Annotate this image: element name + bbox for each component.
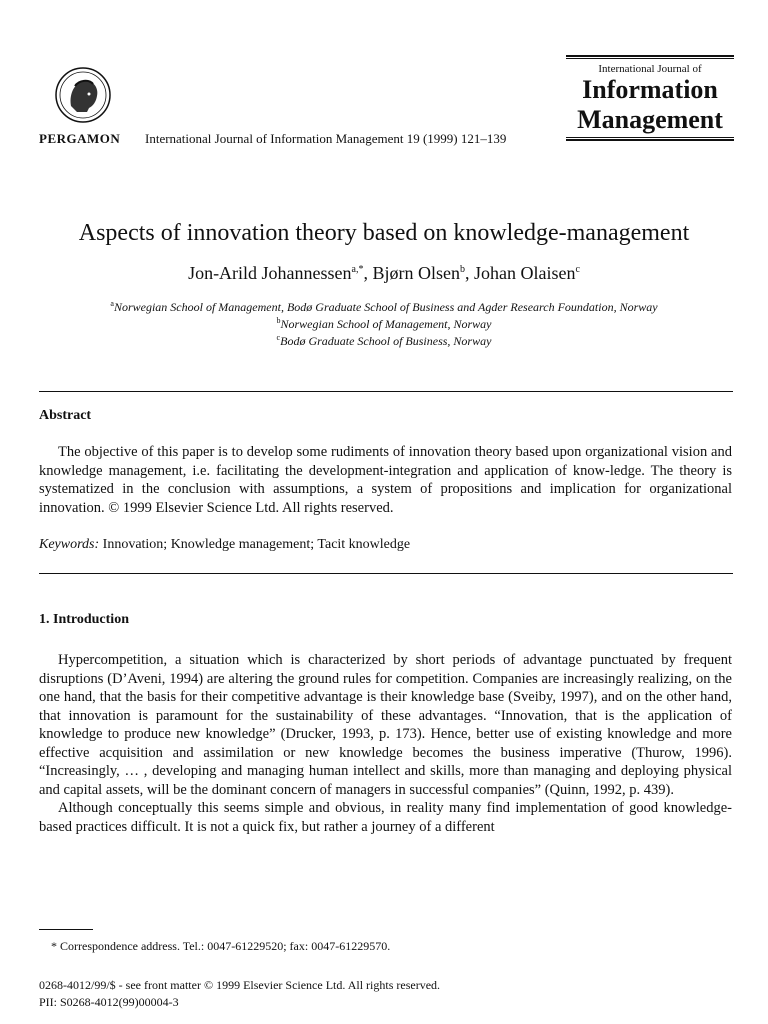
journal-title-small: International Journal of: [598, 63, 702, 75]
affiliation: $^a$Norwegian School of Management, Bodø Graduate School of Business and Agder Research Foundation, Norway: [110, 299, 658, 314]
journal-title-block: [566, 55, 734, 141]
divider: [39, 391, 733, 392]
keywords-list: Innovation; Knowledge management; Tacit knowledge: [102, 537, 411, 552]
divider: [39, 573, 733, 574]
section-heading: 1. Introduction: [39, 612, 129, 627]
publisher-logo-emblem: [53, 66, 113, 124]
copyright-line: 0268-4012/99/$ - see front matter © 1999 Elsevier Science Ltd. All rights reserved.: [39, 978, 441, 992]
affiliation: $^c$Bodø Graduate School of Business, Norway: [276, 333, 492, 348]
body-paragraph: Hypercompetition, a situation which is characterized by short periods of advantage punctuated by frequent disruptions (D’Aveni, 1994) are altering the ground rules for competition. Companies are increasingly realizing, on the one hand, that the basis for their competitive advantage is their knowledge base (Sveiby, 1997), and on the other hand, that innovation is paramount for the sustainability of these advantages. “Innovation, that is the application of knowledge to produce new knowledge” (Drucker, 1993, p. 173). Hence, better use of existing knowledge and more effective acquisition and assimilation or new knowledge becomes the business imperative (Thurow, 1996). “Increasingly, … , developing and managing human intellect and skills, more than managing and deploying physical and capital assets, will be the dominant concern of managers in successful companies” (Quinn, 1992, p. 439).: [39, 652, 732, 798]
journal-title-line1: Information: [582, 75, 718, 104]
abstract-heading: Abstract: [39, 408, 92, 423]
author-name: Johan Olaisen: [474, 263, 576, 283]
keywords: [39, 537, 410, 553]
author-affiliation-mark: a,*: [351, 264, 364, 275]
journal-title-line2: Management: [577, 105, 723, 134]
publisher-name: PERGAMON: [39, 131, 121, 146]
footnote: * Correspondence address. Tel.: 0047-61229520; fax: 0047-61229570.: [51, 939, 391, 953]
journal-citation: International Journal of Information Management 19 (1999) 121–139: [145, 131, 507, 146]
footnote-rule: [39, 929, 93, 930]
abstract-text: The objective of this paper is to develop some rudiments of innovation theory based upon organizational vision and knowledge management, i.e. facilitating the development-integration and application of know-ledge. The theory is systematized in the conclusion with assumptions, a system of propositions and implication for organizational innovation. © 1999 Elsevier Science Ltd. All rights reserved.: [39, 444, 732, 516]
author-list: Jon-Arild Johannessen$^{a,*}$, Bjørn Olsen$^b$, Johan Olaisen$^c$: [188, 263, 580, 283]
paper-title: Aspects of innovation theory based on knowledge-management: [78, 220, 690, 246]
body-paragraph: Although conceptually this seems simple and obvious, in reality many find implementation of good knowledge-based practices difficult. It is not a quick fix, but rather a journey of a different: [39, 800, 732, 835]
pii-line: PII: S0268-4012(99)00004-3: [39, 995, 179, 1009]
abstract-body: [39, 443, 732, 517]
author-name: Bjørn Olsen: [372, 263, 460, 283]
section-body: [39, 651, 732, 836]
author-affiliation-mark: b: [460, 264, 465, 275]
author-affiliation-mark: c: [575, 264, 580, 275]
affiliation: $^b$Norwegian School of Management, Norway: [276, 316, 492, 331]
author-name: Jon-Arild Johannessen: [188, 263, 352, 283]
keywords-label: Keywords:: [39, 537, 100, 552]
